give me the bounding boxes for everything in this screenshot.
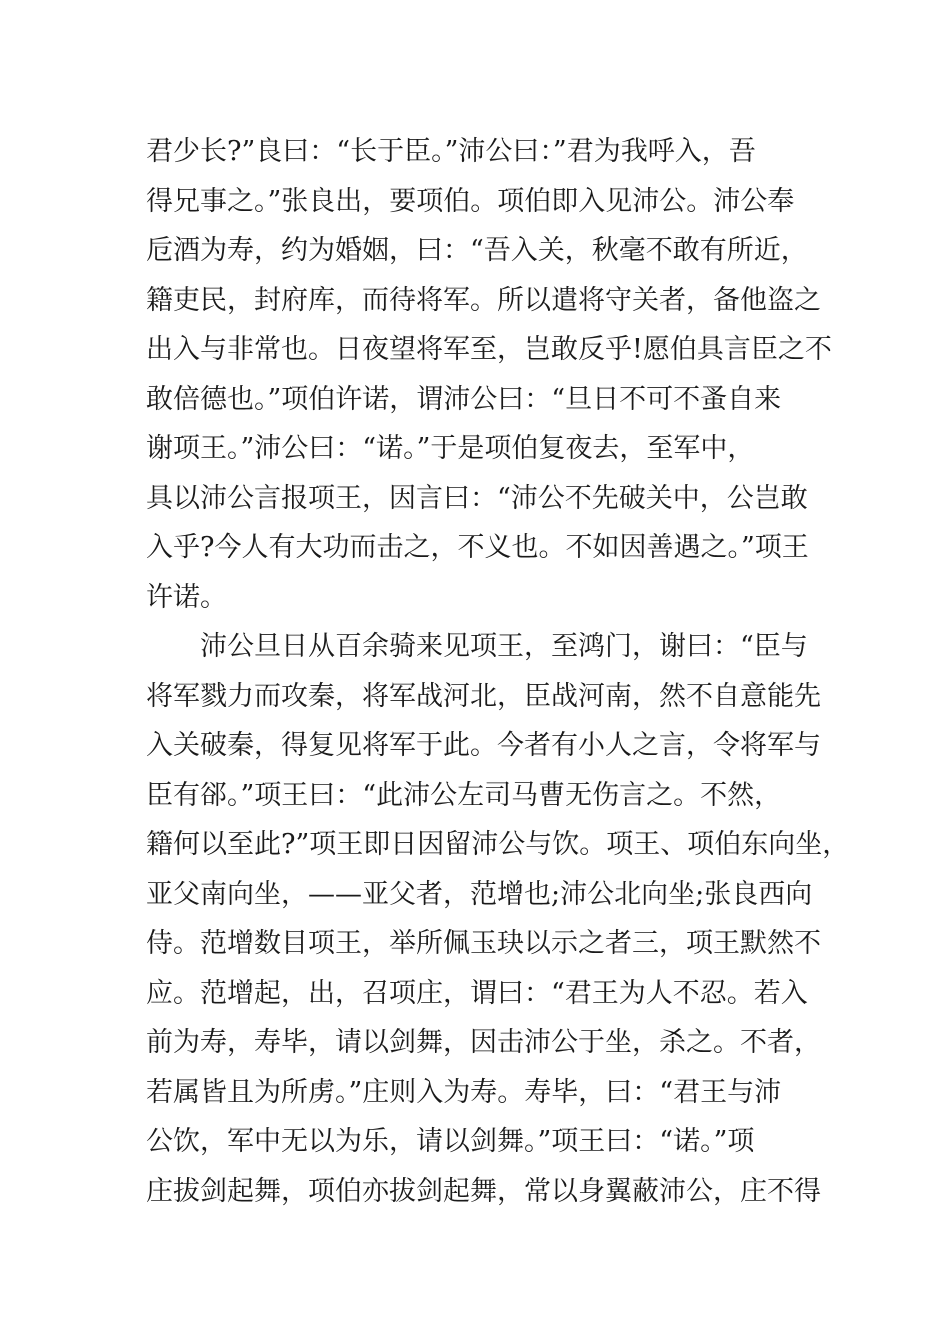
text-line-3: 卮酒为寿，约为婚姻，曰：“吾入关，秋毫不敢有所近， bbox=[146, 235, 808, 266]
text-line-19: 前为寿，寿毕，请以剑舞，因击沛公于坐，杀之。不者， bbox=[146, 1027, 821, 1058]
text-line-11: 沛公旦日从百余骑来见项王，至鸿门，谢曰：“臣与 bbox=[200, 631, 808, 662]
text-line-12: 将军戮力而攻秦，将军战河北，臣战河南，然不自意能先 bbox=[146, 680, 821, 712]
text-line-9: 入乎?今人有大功而击之，不义也。不如因善遇之。”项王 bbox=[146, 532, 809, 563]
text-line-8: 具以沛公言报项王，因言曰：“沛公不先破关中，公岂敢 bbox=[146, 482, 808, 514]
text-line-15: 籍何以至此?”项王即日因留沛公与饮。项王、项伯东向坐， bbox=[146, 829, 850, 860]
document-body-text bbox=[146, 127, 850, 1216]
text-line-17: 侍。范增数目项王，举所佩玉玦以示之者三，项王默然不 bbox=[146, 928, 821, 959]
text-line-13: 入关破秦，得复见将军于此。今者有小人之言，令将军与 bbox=[146, 730, 821, 761]
text-line-14: 臣有郤。”项王曰：“此沛公左司马曹无伤言之。不然， bbox=[146, 779, 782, 811]
text-line-16: 亚父南向坐，——亚父者，范增也;沛公北向坐;张良西向 bbox=[146, 878, 813, 910]
text-line-4: 籍吏民，封府库，而待将军。所以遣将守关者，备他盗之 bbox=[146, 284, 821, 316]
text-line-5: 出入与非常也。日夜望将军至，岂敢反乎!愿伯具言臣之不 bbox=[146, 334, 832, 365]
text-line-22: 庄拔剑起舞，项伯亦拔剑起舞，常以身翼蔽沛公，庄不得 bbox=[146, 1175, 821, 1207]
text-line-7: 谢项王。”沛公曰：“诺。”于是项伯复夜去，至军中， bbox=[146, 433, 755, 464]
text-line-20: 若属皆且为所虏。”庄则入为寿。寿毕，曰：“君王与沛 bbox=[146, 1076, 782, 1108]
text-line-21: 公饮，军中无以为乐，请以剑舞。”项王曰：“诺。”项 bbox=[146, 1126, 755, 1157]
text-line-2: 得兄事之。”张良出，要项伯。项伯即入见沛公。沛公奉 bbox=[146, 185, 795, 217]
text-line-1: 君少长?”良曰：“长于臣。”沛公曰：”君为我呼入，吾 bbox=[146, 136, 756, 167]
text-line-18: 应。范增起，出，召项庄，谓曰：“君王为人不忍。若入 bbox=[146, 977, 808, 1009]
text-line-6: 敢倍德也。”项伯许诺，谓沛公曰：“旦日不可不蚤自来 bbox=[146, 383, 782, 415]
text-line-10: 许诺。 bbox=[146, 581, 227, 613]
